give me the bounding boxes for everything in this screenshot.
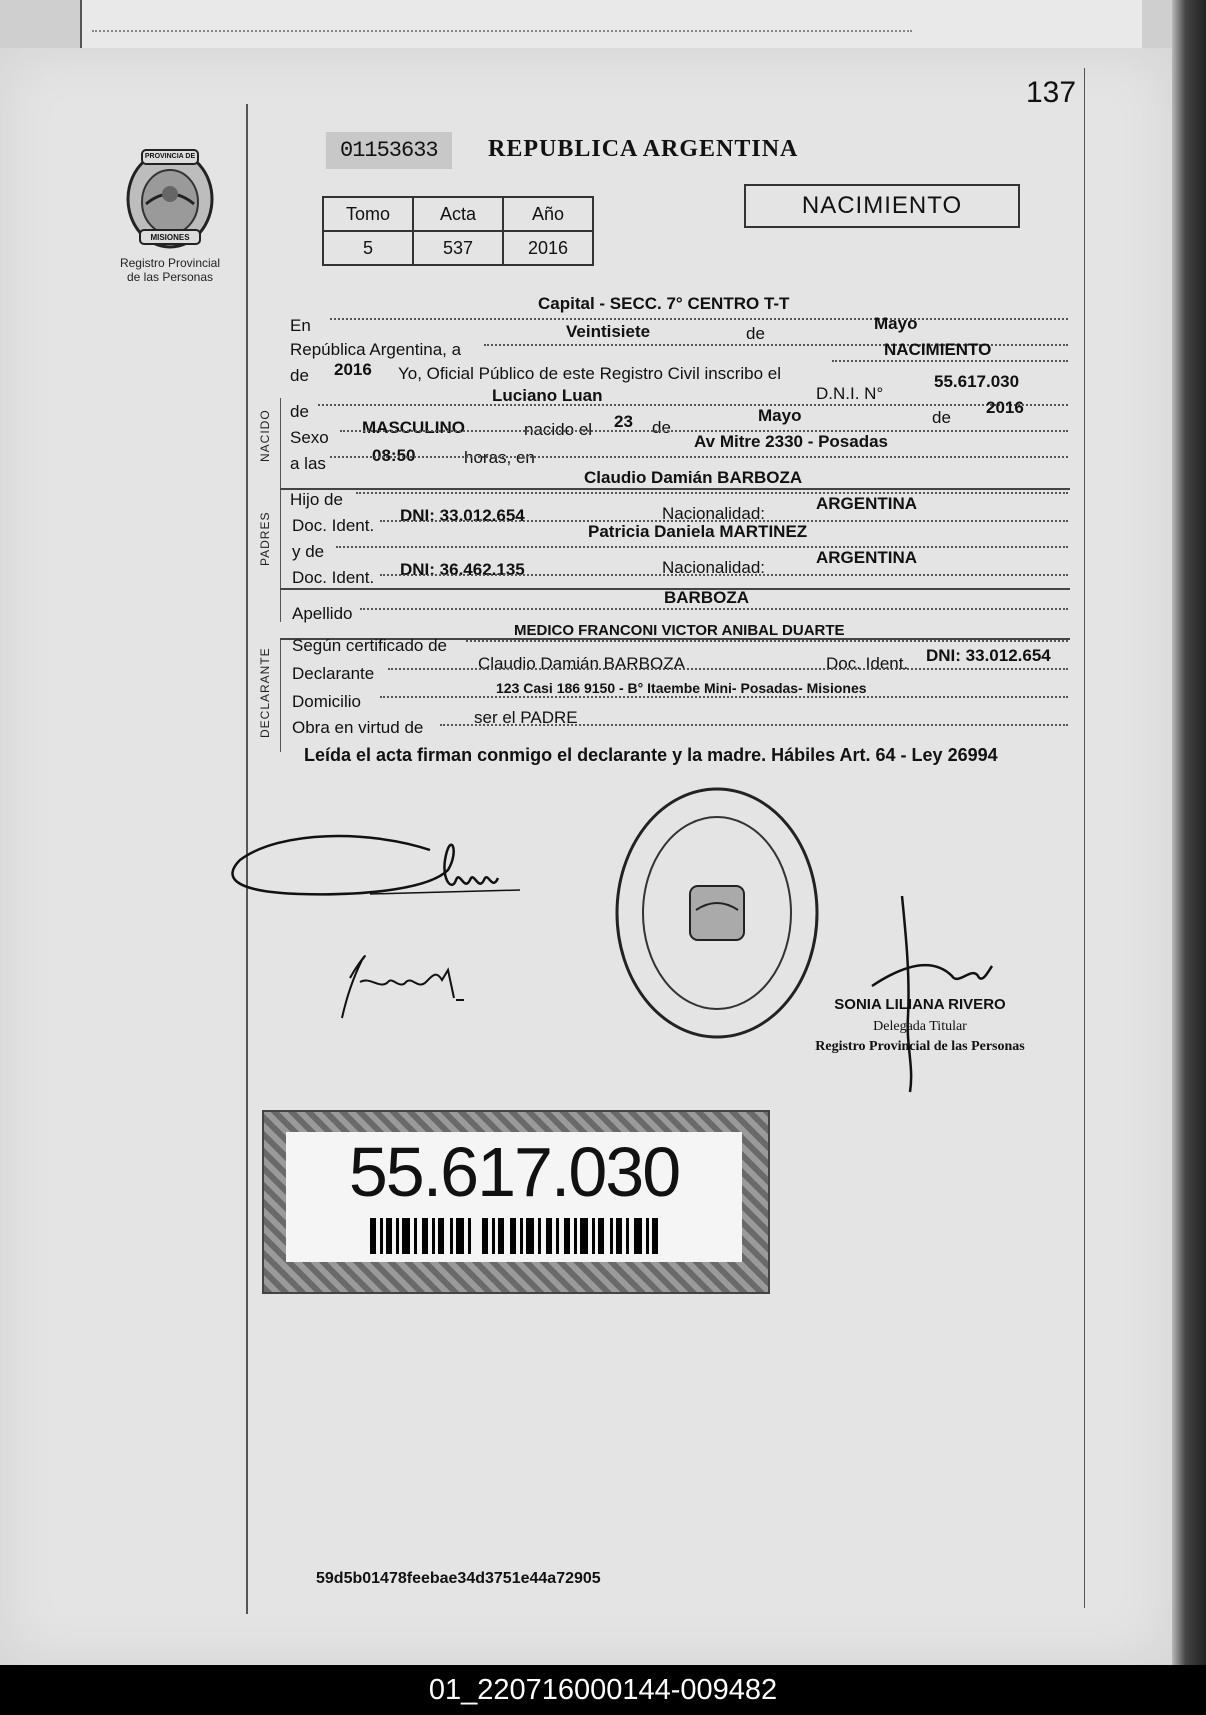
father-nacionalidad-label: Nacionalidad: [662,504,766,523]
sticker-number: 55.617.030 [348,1133,680,1211]
legal-text: Leída el acta firman conmigo el declarante y la madre. Hábiles Art. 64 - Ley 26994 [304,745,998,765]
address-value: 123 Casi 186 9150 - B° Itaembe Mini- Posadas- Misiones [496,680,867,696]
mother-doc-value: DNI: 36.462.135 [400,560,525,579]
previous-page-strip [80,0,1142,49]
emblem-top-text: PROVINCIA DE [144,153,196,160]
book-table [322,196,594,266]
mother-docident-label: Doc. Ident. [292,568,375,587]
registry-caption [108,256,232,284]
barcode-icon [370,1218,660,1254]
birth-time-value: 08:50 [372,446,416,465]
domicilio-label: Domicilio [292,692,361,711]
child-name-value: Luciano Luan [492,386,603,405]
side-label-nacido: NACIDO [258,409,272,462]
segun-label: Según certificado de [292,636,447,655]
official-name: SONIA LILIANA RIVERO [834,996,1006,1013]
birth-place-value: Av Mitre 2330 - Posadas [694,432,889,451]
place-value: Capital - SECC. 7° CENTRO T-T [538,294,790,313]
father-nat-value: ARGENTINA [816,494,918,513]
birth-day-value: 23 [614,412,633,431]
certificate-value: MEDICO FRANCONI VICTOR ANIBAL DUARTE [514,622,845,639]
signatures-left [220,800,530,1040]
year-value: 2016 [334,360,372,379]
header-anio: Año [503,197,593,231]
de-label-4: de [652,418,671,437]
page-edge-shadow [1172,0,1206,1665]
right-margin-rule [1084,68,1085,1608]
sex-value: MASCULINO [362,418,465,437]
republica-label: República Argentina, a [290,340,462,359]
en-label: En [290,316,311,335]
birth-month-value: Mayo [758,406,802,425]
value-acta: 537 [413,231,503,265]
serial-number: 01153633 [326,132,452,169]
oficial-text: Yo, Oficial Público de este Registro Civil inscribo el [398,364,781,383]
certificate-page [0,48,1172,1665]
de-label-3: de [290,402,309,421]
apellido-label: Apellido [292,604,353,623]
side-label-declarante: DECLARANTE [258,647,272,738]
mother-nacionalidad-label: Nacionalidad: [662,558,766,577]
country-title: REPUBLICA ARGENTINA [488,136,799,162]
yde-label: y de [292,542,325,561]
obra-label: Obra en virtud de [292,718,424,737]
province-emblem [116,144,224,259]
header-tomo: Tomo [323,197,413,231]
declarant-docident-label: Doc. Ident. [826,654,909,673]
barcode-sticker [262,1110,770,1294]
de-label-1: de [746,324,765,343]
page-number: 137 [1026,76,1077,109]
alas-label: a las [290,454,326,473]
official-title: Delegada Titular [873,1019,967,1034]
father-name-value: Claudio Damián BARBOZA [584,468,803,487]
child-dni-value: 55.617.030 [934,372,1020,391]
document-hash: 59d5b01478feebae34d3751e44a72905 [316,1570,601,1587]
month-value: Mayo [874,314,918,333]
hijo-label: Hijo de [290,490,343,509]
horas-label: horas, en [464,448,535,467]
de-label-5: de [932,408,951,427]
value-tomo: 5 [323,231,413,265]
registry-caption-line2: de las Personas [126,270,214,284]
declarant-value: Claudio Damián BARBOZA [478,654,685,673]
father-doc-value: DNI: 33.012.654 [400,506,525,525]
dni-label: D.N.I. N° [816,384,884,403]
registry-caption-line1: Registro Provincial [119,256,221,270]
value-anio: 2016 [503,231,593,265]
birth-year-value: 2016 [986,398,1024,417]
emblem-bottom-text: MISIONES [150,233,190,242]
sticker-inner [286,1132,742,1262]
sexo-label: Sexo [290,428,329,447]
surname-value: BARBOZA [664,588,749,607]
day-words-value: Veintisiete [566,322,651,341]
seal-icon [612,784,822,1042]
official-seal [612,784,822,1042]
capacity-value: ser el PADRE [474,708,578,727]
de-label-2: de [290,366,309,385]
declarante-label: Declarante [292,664,375,683]
footer-file-id: 01_220716000144-009482 [0,1665,1206,1715]
mother-nat-value: ARGENTINA [816,548,918,567]
inscription-value: NACIMIENTO [884,340,992,359]
mother-name-value: Patricia Daniela MARTINEZ [588,522,808,541]
header-acta: Acta [413,197,503,231]
father-docident-label: Doc. Ident. [292,516,375,535]
act-type-box: NACIMIENTO [744,184,1020,228]
declarant-doc-value: DNI: 33.012.654 [926,646,1051,665]
nacido-label: nacido el [524,420,593,439]
official-org: Registro Provincial de las Personas [815,1039,1025,1054]
side-label-padres: PADRES [258,511,272,566]
